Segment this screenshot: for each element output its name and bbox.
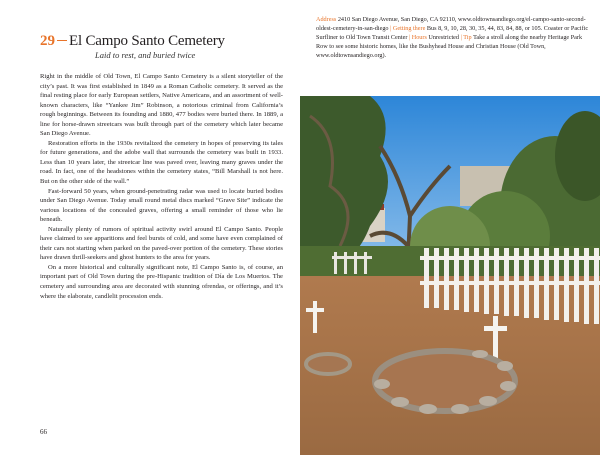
getting-there-text: Bus 8, 9, 10, 28, 30, 35, 44, 83, 84, 88, or 105. Coaster or Pacific Surfliner to Old Town Transit Center bbox=[316, 25, 589, 41]
chapter-title: El Campo Santo Cemetery bbox=[69, 33, 225, 49]
paragraph: Naturally plenty of rumors of spiritual activity swirl around El Campo Santo. People have claimed to see apparitions and feel bursts of cold, and some have even complained of their cars not starting when parked on the paved-over portion of the cemetery. These stories have drawn thrill-seekers and ghost hunters to the area for years. bbox=[40, 225, 283, 262]
paragraph: Restoration efforts in the 1930s revitalized the cemetery in hopes of preserving its tales for future generations, and the adobe wall that surrounds the cemetery was built in 1933. Less than 10 years later, the streetcar line was paved over, leaving many graves under the road. In fact, one of the headstones within the cemetery states, “Bill Marshall is not here. But on the other side of the wall.” bbox=[40, 139, 283, 186]
page-number: 66 bbox=[40, 428, 47, 436]
tip-label: Tip bbox=[463, 34, 472, 41]
separator: | bbox=[408, 34, 411, 41]
body-text bbox=[40, 72, 283, 301]
chapter-rule bbox=[57, 40, 67, 41]
hours-label: Hours bbox=[411, 34, 427, 41]
separator: | bbox=[390, 25, 392, 32]
address-label: Address bbox=[316, 16, 337, 23]
stone-grave-small bbox=[306, 354, 350, 374]
tip-text: Take a stroll along the nearby Heritage Park Row to see some historic homes, like the Bushyhead House and Christian House (Old Town, www.oldtownsandiego.org). bbox=[316, 34, 583, 59]
cemetery-photo-illustration bbox=[300, 96, 600, 455]
address-text: 2410 San Diego Avenue, San Diego, CA 92110, www.oldtownsandiego.org/el-campo-santo-second-oldest-cemetery-in-san-diego bbox=[316, 16, 586, 32]
chapter-heading bbox=[40, 30, 280, 50]
paragraph: Right in the middle of Old Town, El Campo Santo Cemetery is a silent storyteller of the city’s past. It was first established in 1849 as a Roman Catholic cemetery. It served as the final resting place for early European settlers, Native Americans, and an assortment of well-known characters, like “Yankee Jim” Robinson, a notorious criminal from California’s rough beginnings. Between its founding and 1880, 477 bodies were buried there. In 1889, a line for horse-drawn streetcars was built through part of the cemetery which later became San Diego Avenue. bbox=[40, 73, 283, 138]
paragraph: Fast-forward 50 years, when ground-penetrating radar was used to locate buried bodies under San Diego Avenue. Today small round metal discs marked “Grave Site” indicate the various locations of the concealed graves, offering a small reminder of those who lie beneath. bbox=[40, 187, 283, 224]
getting-there-label: Getting there bbox=[392, 25, 426, 32]
chapter-subtitle: Laid to rest, and buried twice bbox=[95, 50, 196, 60]
cemetery-photo bbox=[300, 96, 600, 455]
separator: | bbox=[460, 34, 462, 41]
paragraph: On a more historical and culturally significant note, El Campo Santo is, of course, an important part of Old Town during the pre-Hispanic tradition of Día de Los Muertos. The cemetery and surrounding area are decorated with stunning ofrendas, or offerings, and it’s where the elaborate, candlelit procession ends. bbox=[40, 263, 283, 300]
hours-text: Unrestricted bbox=[428, 34, 460, 41]
chapter-number: 29 bbox=[40, 33, 55, 49]
info-box bbox=[316, 15, 591, 60]
